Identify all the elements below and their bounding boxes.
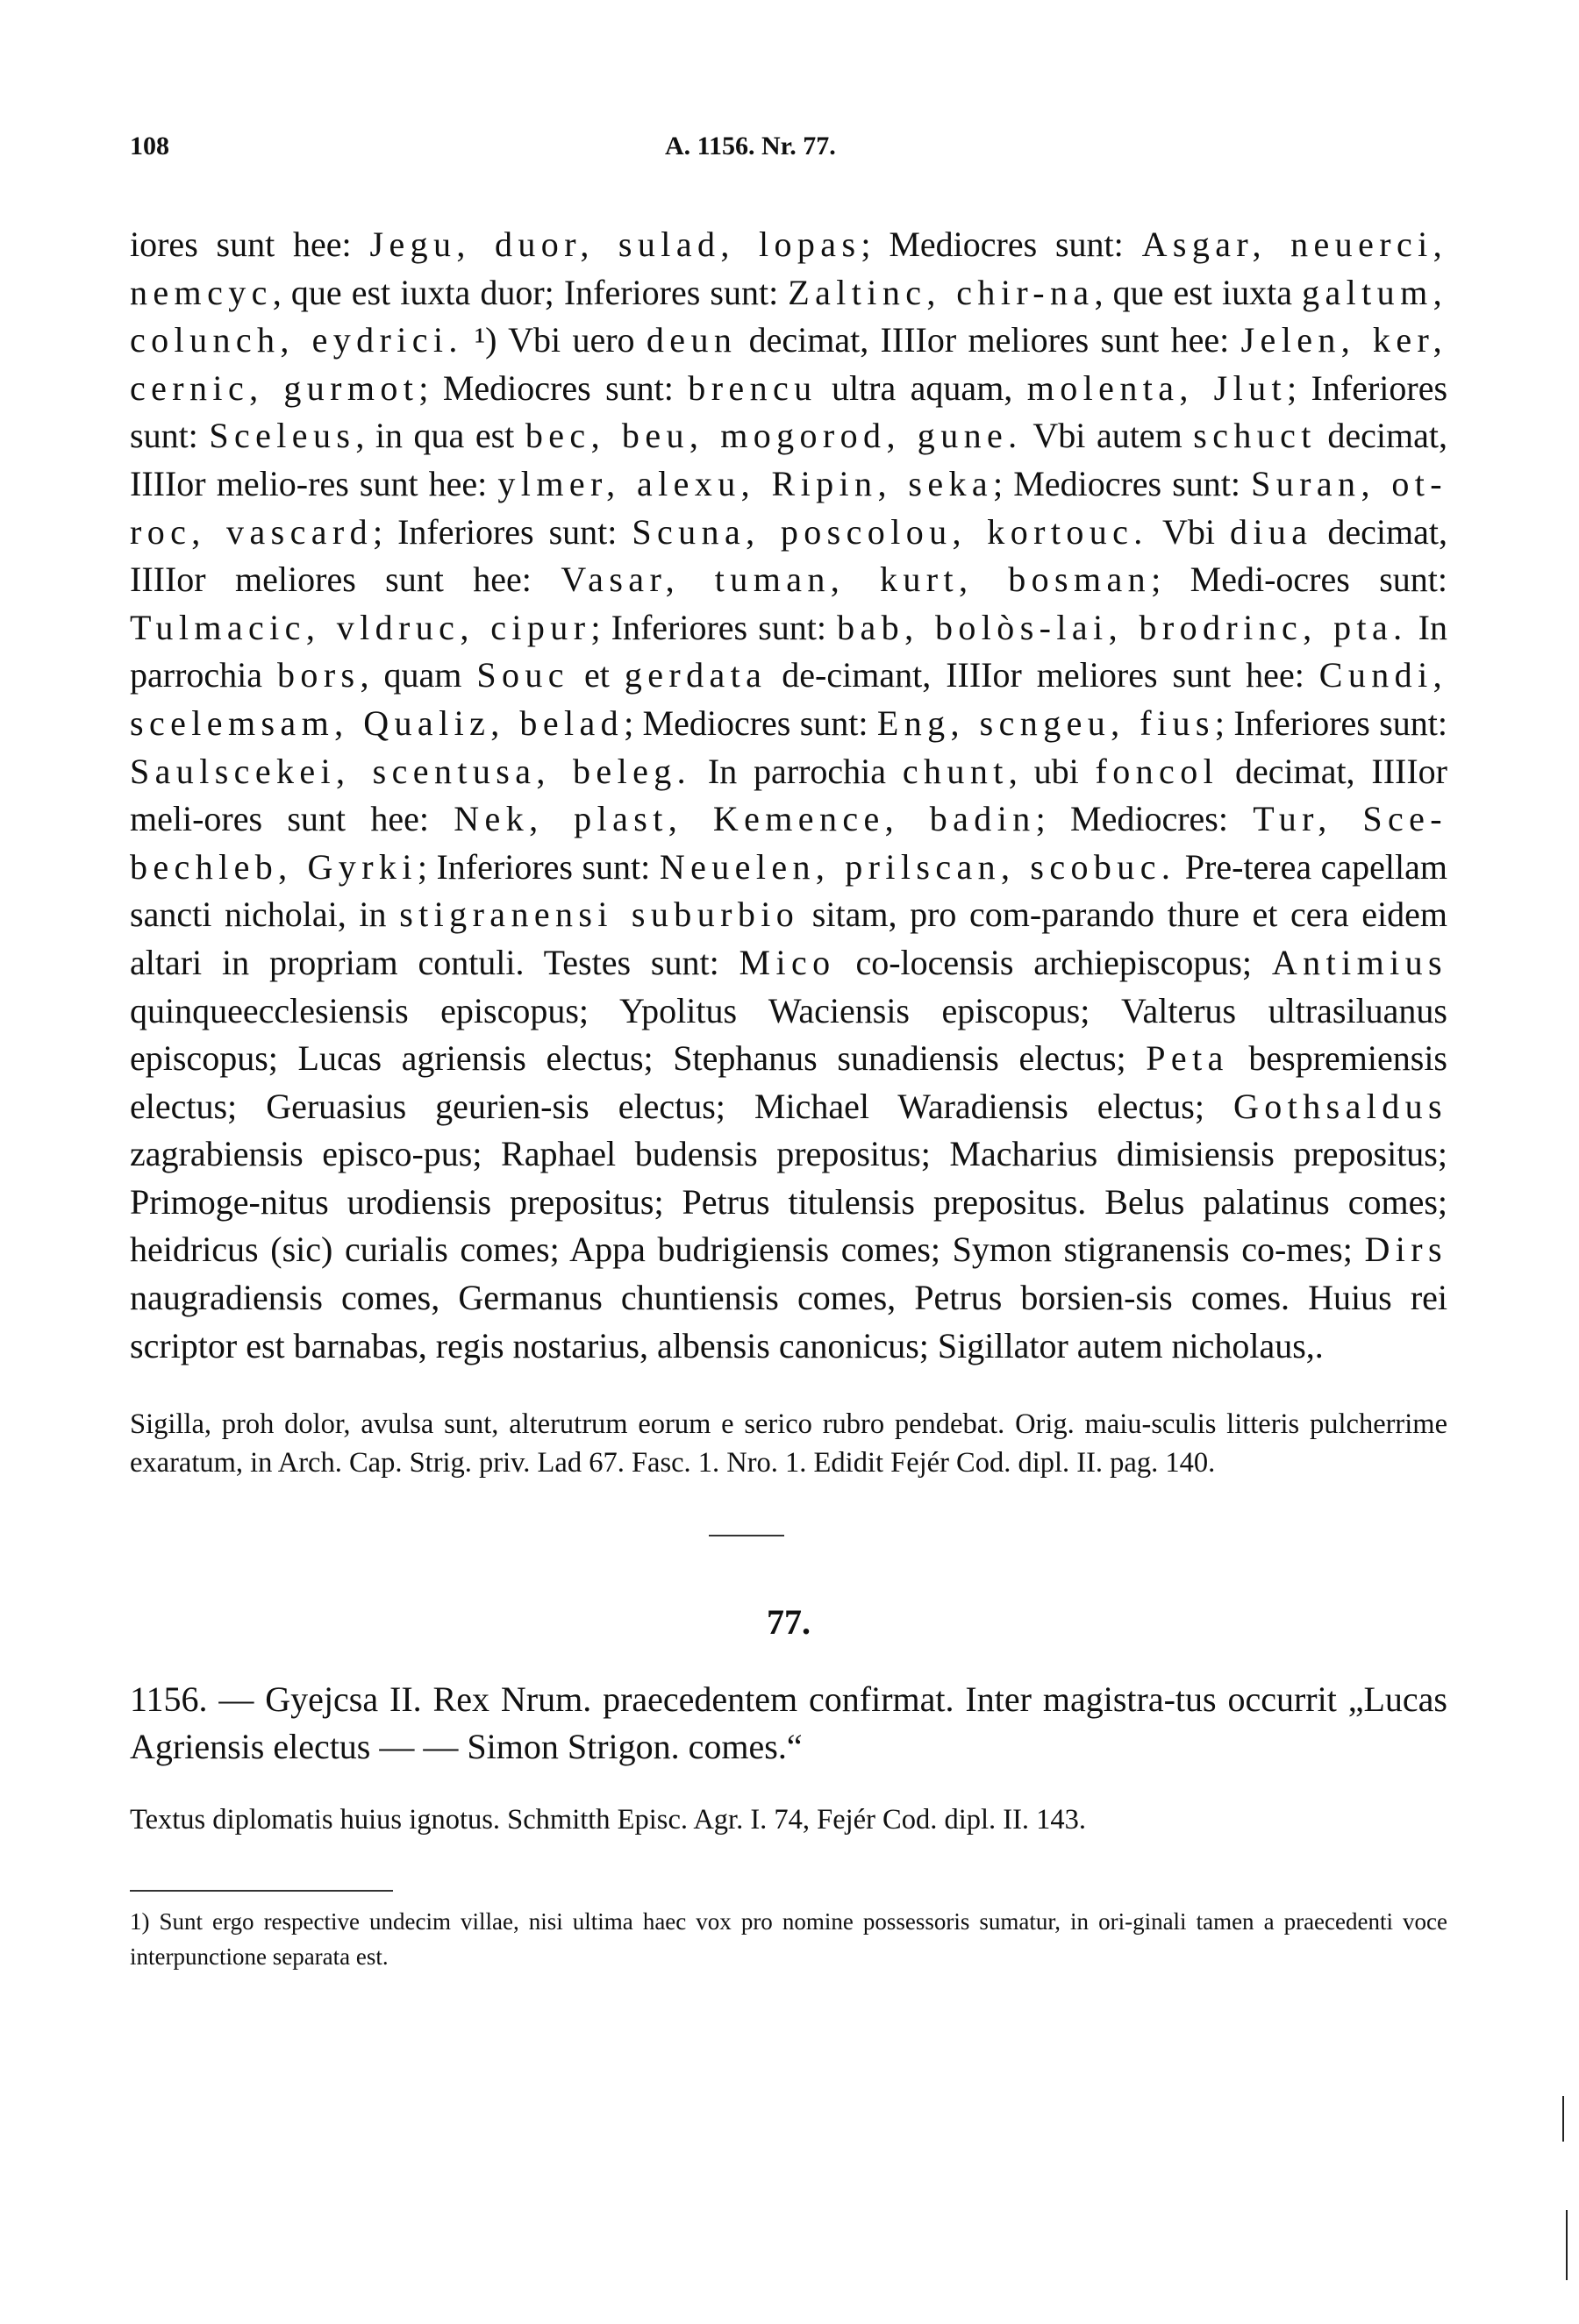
spaced-text-run: molenta, Jlut (1026, 367, 1288, 408)
footnote: 1) Sunt ergo respective undecim villae, nisi ultima haec vox pro nomine possessoris sumatur, in ori-ginali tamen a praecedenti voce interpunctione separata est. (130, 1908, 1447, 1971)
text-run: decimat, IIIIor meli-ores sunt hee: (130, 751, 1447, 839)
text-run: In parrochia (130, 607, 1447, 695)
spaced-text-run: Tulmacic, vldruc, cipur (130, 607, 591, 647)
text-run: , ubi (1008, 751, 1096, 791)
spaced-text-run: gerdata (624, 655, 768, 695)
spaced-text-run: Mico (739, 942, 836, 982)
text-run: zagrabiensis episco-pus; Raphael budensis prepositus; Macharius dimisiensis prepositus; Primoge-nitus urodiensis prepositus; Petrus titulensis prepositus. Belus palatinus comes; heidricus (sic) curialis comes; Appa budrigiensis comes; Symon stigranensis co-mes; (130, 1134, 1447, 1270)
text-run: ; Medi-ocres sunt: (1151, 560, 1447, 600)
text-run: ; Mediocres sunt: (624, 702, 877, 743)
footnote-rule (130, 1890, 393, 1892)
spaced-text-run: Souc (476, 655, 569, 695)
text-run: ; Inferiores sunt: (1214, 702, 1447, 743)
text-run: naugradiensis comes, Germanus chuntiensis comes, Petrus borsien-sis comes. Huius rei scriptor est barnabas, regis nostarius, albensis canonicus; Sigillator autem nicholaus,. (130, 1278, 1447, 1365)
spaced-text-run: Antimius (1271, 942, 1447, 982)
text-run: , que est iuxta (1094, 272, 1303, 312)
text-run: , quam (360, 655, 477, 695)
spaced-text-run: brencu (688, 367, 818, 408)
text-run: decimat, IIIIor meliores sunt hee: (130, 511, 1447, 600)
page (130, 132, 1447, 1974)
spaced-text-run: Saulscekei, scentusa, beleg. (130, 751, 692, 791)
spaced-text-run: foncol (1095, 751, 1219, 791)
spaced-text-run: Asgar, neuerci, nemcyc (130, 225, 1448, 312)
text-run: co-locensis archiepiscopus; (835, 942, 1272, 982)
text-run: iores sunt hee: (130, 225, 370, 264)
spaced-text-run: Jelen, ker, cernic, gurmot (130, 320, 1447, 408)
text-run: de-cimant, IIIIor meliores sunt hee: (767, 655, 1319, 695)
separator-rule (709, 1535, 784, 1536)
spaced-text-run: galtum, colunch, eydrici. (130, 272, 1447, 360)
spaced-text-run: Neuelen, prilscan, scobuc. (659, 846, 1176, 887)
spaced-text-run: schuct (1193, 416, 1317, 456)
spaced-text-run: Eng, scngeu, fius (876, 702, 1215, 743)
text-run: , que est iuxta duor; Inferiores sunt: (272, 272, 789, 312)
spaced-text-run: chunt (902, 751, 1009, 791)
spaced-text-run: Sceleus (209, 416, 356, 456)
text-run: ; Mediocres: (1035, 799, 1254, 839)
spaced-text-run: Scuna, poscolou, kortouc. (632, 511, 1148, 552)
spaced-text-run: Dirs (1364, 1230, 1447, 1270)
spaced-text-run: Nek, plast, Kemence, badin (454, 799, 1036, 839)
text-run: decimat, IIIIor melio-res sunt hee: (130, 416, 1447, 503)
text-run: ; Inferiores sunt: (590, 607, 838, 647)
charter-text (130, 221, 1447, 1370)
spaced-text-run: bors (277, 655, 361, 695)
spaced-text-run: Jegu, duor, sulad, lopas (369, 225, 861, 264)
text-run: ; Mediocres sunt: (993, 463, 1252, 503)
text-run: bespremiensis electus; Geruasius geurien-sis electus; Michael Waradiensis electus; (130, 1038, 1447, 1126)
running-head (130, 132, 1447, 175)
spaced-text-run: Cundi, scelemsam, Qualiz, belad (130, 655, 1447, 743)
text-run: ; Mediocres sunt: (861, 225, 1142, 264)
spaced-text-run: Vasar, tuman, kurt, bosman (561, 560, 1152, 600)
spaced-text-run: Suran, ot-roc, vascard (130, 463, 1447, 552)
running-title: A. 1156. Nr. 77. (665, 132, 836, 160)
text-run: ; Inferiores sunt: (373, 511, 632, 552)
document-number: 77. (767, 1602, 811, 1643)
text-run: ; Inferiores sunt: (130, 367, 1448, 456)
spaced-text-run: Tur, Sce-bechleb, Gyrki (130, 799, 1447, 887)
text-run: In parrochia (691, 751, 903, 791)
spaced-text-run: Gothsaldus (1233, 1086, 1447, 1126)
text-run: et (568, 655, 625, 695)
text-run: Vbi autem (1022, 416, 1194, 456)
spaced-text-run: deun (646, 320, 738, 360)
text-run: ¹) Vbi uero (462, 320, 647, 360)
spaced-text-run: bec, beu, mogorod, gune. (525, 416, 1023, 456)
spaced-text-run: Zaltinc, chir-na (788, 272, 1095, 312)
text-run: ultra aquam, (817, 367, 1027, 408)
spaced-text-run: Peta (1146, 1038, 1229, 1079)
spaced-text-run: stigranensi suburbio (399, 895, 800, 935)
text-run: Vbi (1147, 511, 1230, 552)
spaced-text-run: bab, bolòs-lai, brodrinc, pta. (837, 607, 1408, 647)
page-number: 108 (130, 132, 169, 160)
spaced-text-run: ylmer, alexu, Ripin, seka (497, 463, 994, 503)
text-run: decimat, IIIIor meliores sunt hee: (737, 320, 1241, 360)
text-run: ; Mediocres sunt: (418, 367, 689, 408)
document-regest: 1156. — Gyejcsa II. Rex Nrum. praecedentem confirmat. Inter magistra-tus occurrit „Lucas Agriensis electus — — Simon Strigon. comes.“ (130, 1679, 1447, 1767)
source-note: Textus diplomatis huius ignotus. Schmitth Episc. Agr. I. 74, Fejér Cod. dipl. II. 143. (130, 1804, 1087, 1836)
text-run: ; Inferiores sunt: (417, 846, 660, 887)
spaced-text-run: diua (1229, 511, 1313, 552)
text-run: quinqueecclesiensis episcopus; Ypolitus Waciensis episcopus; Valterus ultrasiluanus episcopus; Lucas agriensis electus; Stephanus sunadiensis electus; (130, 990, 1447, 1079)
text-run: Pre-terea capellam sancti nicholai, in (130, 846, 1448, 935)
seal-note: Sigilla, proh dolor, avulsa sunt, alterutrum eorum e serico rubro pendebat. Orig. maiu-sculis litteris pulcherrime exaratum, in Arch. Cap. Strig. priv. Lad 67. Fasc. 1. Nro. 1. Edidit Fejér Cod. dipl. II. pag. 140. (130, 1408, 1447, 1479)
text-run: , in qua est (355, 416, 525, 456)
text-run: sitam, pro com-parando thure et cera eidem altari in propriam contuli. Testes sunt: (130, 895, 1447, 982)
